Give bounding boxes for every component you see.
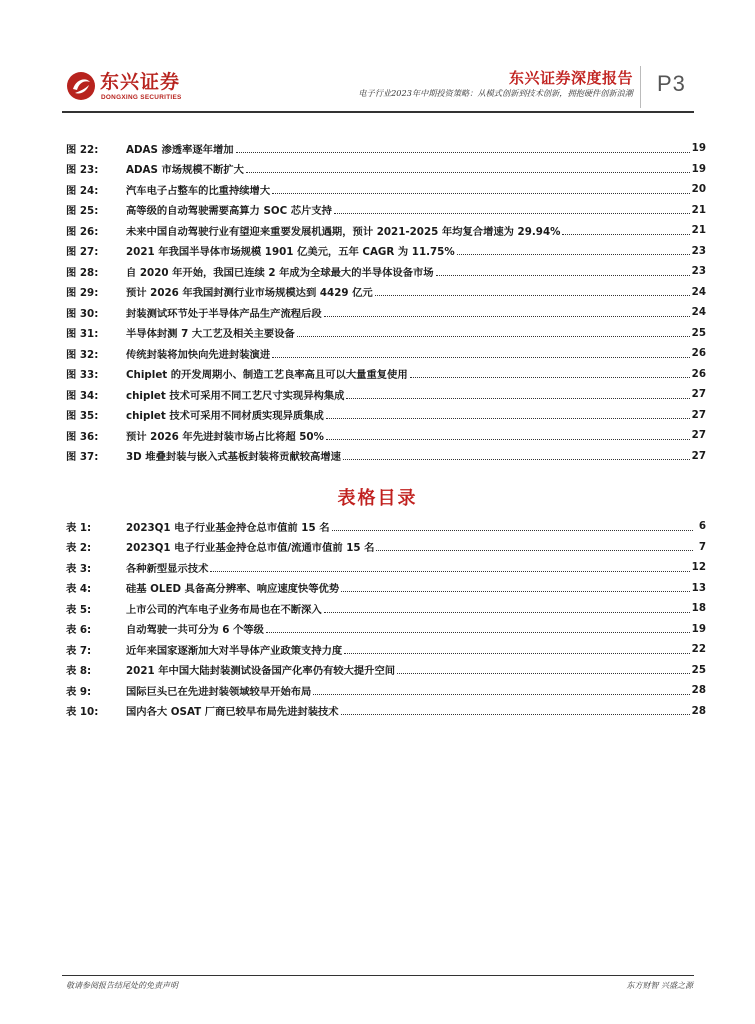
table-entry-number: 表 10: (66, 706, 99, 719)
logo-chinese-name: 东兴证券 (100, 71, 181, 93)
figure-entry-leader-dots (410, 369, 690, 378)
table-entry[interactable] (66, 537, 706, 558)
table-entry-leader-dots (397, 665, 690, 674)
figure-entry-number: 图 37: (66, 451, 99, 464)
table-entry[interactable] (66, 578, 706, 599)
figure-entry-title: 自 2020 年开始，我国已连续 2 年成为全球最大的半导体设备市场 (126, 266, 434, 279)
table-entry-number: 表 1: (66, 521, 92, 534)
figure-entry-page: 26 (691, 367, 706, 380)
figure-entry-number: 图 23: (66, 164, 99, 177)
table-entry-number: 表 7: (66, 644, 92, 657)
figure-entry-page: 24 (691, 306, 706, 319)
table-entry-title: 2021 年中国大陆封装测试设备国产化率仍有较大提升空间 (126, 665, 396, 678)
table-entry-page: 22 (691, 643, 706, 656)
figure-entry-title: 预计 2026 年我国封测行业市场规模达到 4429 亿元 (126, 287, 373, 300)
company-logo (66, 70, 196, 106)
figure-entry-title: chiplet 技术可采用不同材质实现异质集成 (126, 410, 324, 423)
figure-entry-leader-dots (436, 267, 690, 276)
table-entry-leader-dots (332, 522, 693, 531)
figure-entry[interactable] (66, 179, 706, 200)
figure-entry-leader-dots (324, 308, 690, 317)
figure-entry-number: 图 36: (66, 430, 99, 443)
table-entry-page: 18 (691, 602, 706, 615)
figure-entry[interactable] (66, 138, 706, 159)
table-entry-number: 表 3: (66, 562, 92, 575)
table-entry-number: 表 5: (66, 603, 92, 616)
footer-rule (62, 975, 694, 976)
figure-entry[interactable] (66, 302, 706, 323)
table-entry[interactable] (66, 639, 706, 660)
logo-english-name: DONGXING SECURITIES (101, 94, 182, 101)
figure-entry-leader-dots (334, 205, 690, 214)
tables-heading: 表格目录 (337, 488, 418, 509)
figure-entry-page: 27 (691, 449, 706, 462)
table-entry-number: 表 2: (66, 542, 92, 555)
page-header (0, 0, 755, 112)
table-entry-page: 6 (698, 520, 706, 533)
figure-entry[interactable] (66, 425, 706, 446)
figure-entry-title: 高等级的自动驾驶需要高算力 SOC 芯片支持 (126, 205, 332, 218)
table-entry-page: 25 (691, 663, 706, 676)
table-entry-title: 各种新型显示技术 (126, 562, 209, 575)
figure-entry-page: 27 (691, 388, 706, 401)
figure-entry[interactable] (66, 241, 706, 262)
table-entry-title: 国际巨头已在先进封装领域较早开始布局 (126, 685, 312, 698)
figure-entry-leader-dots (562, 226, 689, 235)
figure-entry-title: ADAS 市场规模不断扩大 (126, 164, 244, 177)
figure-entry-number: 图 24: (66, 184, 99, 197)
table-entry-leader-dots (313, 686, 689, 695)
figure-entry-number: 图 31: (66, 328, 99, 341)
figure-entry-title: Chiplet 的开发周期小、制造工艺良率高且可以大量重复使用 (126, 369, 408, 382)
figure-entry-page: 23 (691, 265, 706, 278)
figure-entry-page: 21 (691, 224, 706, 237)
header-divider (640, 66, 641, 108)
figure-entry-number: 图 33: (66, 369, 99, 382)
figure-entry-page: 20 (691, 183, 706, 196)
figure-entry-number: 图 34: (66, 389, 99, 402)
table-entry-title: 近年来国家逐渐加大对半导体产业政策支持力度 (126, 644, 343, 657)
figure-entry-title: chiplet 技术可采用不同工艺尺寸实现异构集成 (126, 389, 345, 402)
table-entry-number: 表 4: (66, 583, 92, 596)
table-entry-page: 13 (691, 581, 706, 594)
table-entry-leader-dots (341, 706, 690, 715)
figure-entry[interactable] (66, 220, 706, 241)
figure-entry-title: 传统封装将加快向先进封装演进 (126, 348, 271, 361)
table-list (66, 516, 706, 721)
table-entry-page: 7 (698, 540, 706, 553)
table-entry-leader-dots (324, 604, 690, 613)
logo-mark-icon (66, 71, 96, 101)
figure-entry[interactable] (66, 282, 706, 303)
figure-entry[interactable] (66, 405, 706, 426)
table-entry-title: 2023Q1 电子行业基金持仓总市值前 15 名 (126, 521, 330, 534)
figure-entry-leader-dots (343, 451, 690, 460)
table-entry-title: 自动驾驶一共可分为 6 个等级 (126, 624, 264, 637)
figure-entry-page: 25 (691, 326, 706, 339)
figure-entry[interactable] (66, 343, 706, 364)
table-entry[interactable] (66, 619, 706, 640)
table-entry-leader-dots (376, 542, 693, 551)
figure-entry-number: 图 32: (66, 348, 99, 361)
figure-entry-number: 图 30: (66, 307, 99, 320)
figure-entry-number: 图 25: (66, 205, 99, 218)
figure-entry-page: 21 (691, 203, 706, 216)
figure-entry[interactable] (66, 200, 706, 221)
figure-entry-page: 26 (691, 347, 706, 360)
table-entry-page: 12 (691, 561, 706, 574)
table-entry-leader-dots (210, 563, 689, 572)
figure-entry-page: 24 (691, 285, 706, 298)
table-entry-number: 表 8: (66, 665, 92, 678)
figure-entry-title: ADAS 渗透率逐年增加 (126, 143, 234, 156)
figure-entry[interactable] (66, 261, 706, 282)
table-entry-page: 28 (691, 704, 706, 717)
table-entry[interactable] (66, 557, 706, 578)
figure-entry-number: 图 28: (66, 266, 99, 279)
table-entry-title: 硅基 OLED 具备高分辨率、响应速度快等优势 (126, 583, 340, 596)
figure-entry-leader-dots (326, 431, 690, 440)
figure-entry-leader-dots (346, 390, 689, 399)
table-entry-leader-dots (341, 583, 690, 592)
figure-entry-title: 未来中国自动驾驶行业有望迎来重要发展机遇期，预计 2021-2025 年均复合增速为 29.94% (126, 225, 561, 238)
figure-list (66, 138, 706, 466)
report-title: 东兴证券深度报告 (508, 69, 633, 87)
figure-entry-title: 3D 堆叠封装与嵌入式基板封装将贡献较高增速 (126, 451, 341, 464)
figure-entry-leader-dots (375, 287, 690, 296)
figure-entry-leader-dots (457, 246, 690, 255)
table-entry-number: 表 9: (66, 685, 92, 698)
figure-entry-leader-dots (297, 328, 690, 337)
figure-entry-page: 19 (691, 162, 706, 175)
table-entry-leader-dots (344, 645, 689, 654)
figure-entry-leader-dots (272, 349, 690, 358)
figure-entry-title: 预计 2026 年先进封装市场占比将超 50% (126, 430, 324, 443)
figure-entry-title: 封装测试环节处于半导体产品生产流程后段 (126, 307, 322, 320)
figure-entry-number: 图 35: (66, 410, 99, 423)
header-rule (62, 111, 694, 113)
figure-entry-leader-dots (236, 144, 690, 153)
figure-entry-number: 图 27: (66, 246, 99, 259)
figure-entry-number: 图 29: (66, 287, 99, 300)
figure-entry-title: 汽车电子占整车的比重持续增大 (126, 184, 271, 197)
table-entry[interactable] (66, 680, 706, 701)
table-entry[interactable] (66, 516, 706, 537)
footer-disclaimer: 敬请参阅报告结尾处的免责声明 (66, 981, 178, 990)
figure-entry-leader-dots (272, 185, 690, 194)
figure-entry-page: 27 (691, 408, 706, 421)
table-entry-title: 2023Q1 电子行业基金持仓总市值/流通市值前 15 名 (126, 542, 375, 555)
table-entry-leader-dots (266, 624, 690, 633)
table-entry-number: 表 6: (66, 624, 92, 637)
table-entry-page: 28 (691, 684, 706, 697)
figure-entry[interactable] (66, 446, 706, 467)
figure-entry-page: 23 (691, 244, 706, 257)
figure-entry[interactable] (66, 384, 706, 405)
figure-entry[interactable] (66, 364, 706, 385)
figure-entry-page: 27 (691, 429, 706, 442)
table-entry-title: 上市公司的汽车电子业务布局也在不断深入 (126, 603, 322, 616)
table-entry[interactable] (66, 660, 706, 681)
figure-entry[interactable] (66, 159, 706, 180)
figure-entry-leader-dots (326, 410, 690, 419)
figure-entry-title: 半导体封测 7 大工艺及相关主要设备 (126, 328, 295, 341)
table-entry-title: 国内各大 OSAT 厂商已较早布局先进封装技术 (126, 706, 339, 719)
figure-entry-leader-dots (246, 164, 690, 173)
figure-entry-title: 2021 年我国半导体市场规模 1901 亿美元，五年 CAGR 为 11.75% (126, 246, 455, 259)
figure-entry[interactable] (66, 323, 706, 344)
footer-slogan: 东方财智 兴盛之源 (626, 981, 693, 990)
table-entry[interactable] (66, 701, 706, 722)
figure-entry-number: 图 22: (66, 143, 99, 156)
table-entry[interactable] (66, 598, 706, 619)
figure-entry-page: 19 (691, 142, 706, 155)
figure-entry-number: 图 26: (66, 225, 99, 238)
table-entry-page: 19 (691, 622, 706, 635)
report-subtitle: 电子行业2023年中期投资策略：从模式创新到技术创新，拥抱硬件创新浪潮 (358, 88, 633, 98)
page-number: P3 (657, 71, 686, 96)
